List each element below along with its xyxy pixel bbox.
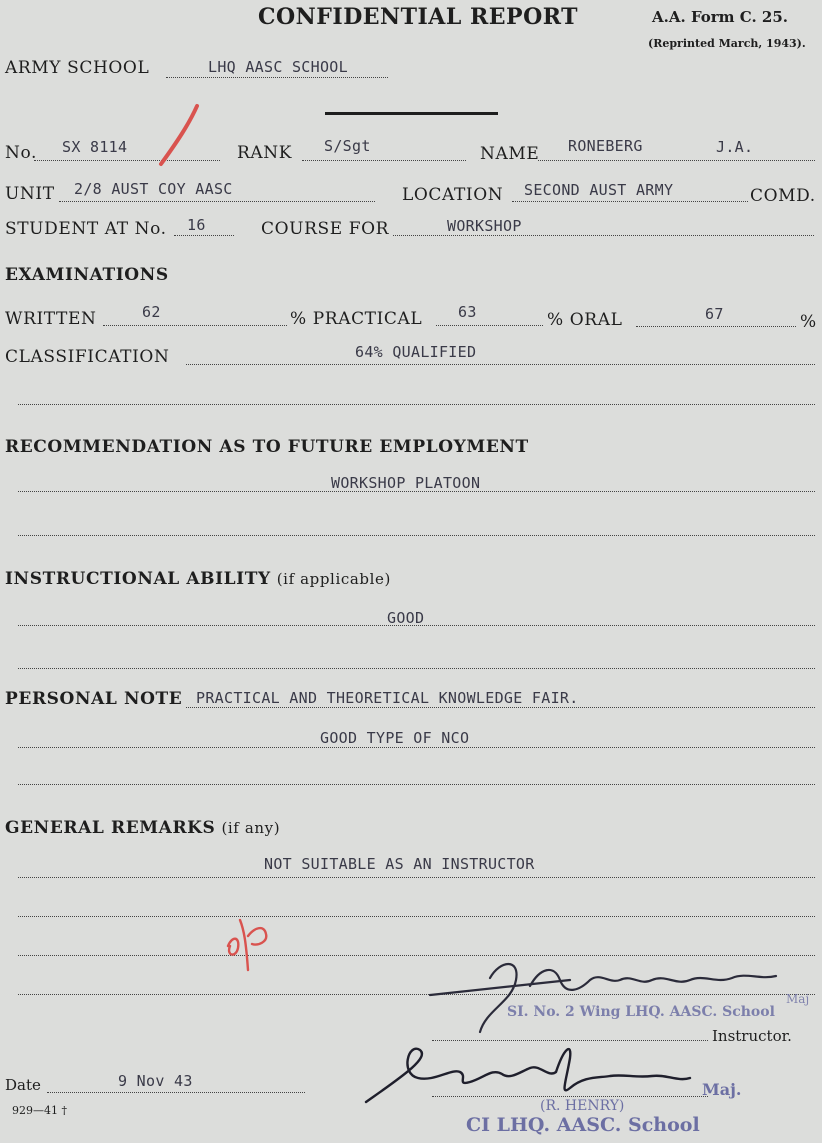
oral-line — [636, 326, 796, 327]
course-label: COURSE FOR — [261, 219, 390, 239]
student-line — [174, 235, 234, 236]
student-label: STUDENT AT No. — [5, 219, 167, 239]
classification-label: CLASSIFICATION — [5, 347, 170, 367]
classification-line-2 — [18, 404, 815, 405]
instructional-line-2 — [18, 668, 815, 669]
rank-label: RANK — [237, 143, 293, 163]
commandant-name: (R. HENRY) — [540, 1098, 625, 1114]
commandant-signature — [360, 1038, 700, 1110]
rank-line — [302, 160, 466, 161]
location-suffix: COMD. — [750, 186, 816, 206]
separator-bar — [325, 112, 498, 115]
instructional-heading-bold: INSTRUCTIONAL ABILITY — [5, 569, 271, 589]
date-line — [47, 1092, 305, 1093]
student-value: 16 — [187, 216, 206, 234]
print-code: 929—41 † — [12, 1104, 67, 1117]
general-remarks-heading-bold: GENERAL REMARKS — [5, 818, 216, 838]
army-school-label: ARMY SCHOOL — [5, 58, 150, 78]
course-value: WORKSHOP — [447, 217, 522, 235]
unit-label: UNIT — [5, 184, 55, 204]
commandant-rank: Maj. — [702, 1080, 742, 1099]
instructional-heading — [5, 569, 391, 589]
instructor-rank: Maj — [786, 992, 810, 1006]
instructor-label: Instructor. — [712, 1027, 792, 1045]
general-remarks-heading — [5, 818, 280, 838]
practical-value: 63 — [458, 303, 477, 321]
form-number: A.A. Form C. 25. — [652, 8, 788, 26]
instructional-heading-note: (if applicable) — [276, 570, 391, 588]
unit-line — [59, 201, 375, 202]
instructional-value: GOOD — [387, 609, 425, 627]
service-number-label: No. — [5, 143, 38, 163]
practical-label: % PRACTICAL — [290, 309, 423, 329]
name-line — [538, 160, 815, 161]
location-value: SECOND AUST ARMY — [524, 181, 674, 199]
name-label: NAME — [480, 144, 540, 164]
date-value: 9 Nov 43 — [118, 1072, 193, 1090]
recommendation-line-2 — [18, 535, 815, 536]
general-remarks-line-2 — [18, 916, 815, 917]
general-remarks-value: NOT SUITABLE AS AN INSTRUCTOR — [264, 855, 535, 873]
oral-value: 67 — [705, 305, 724, 323]
initials-value: J.A. — [716, 138, 754, 156]
general-remarks-heading-note: (if any) — [221, 819, 281, 837]
written-value: 62 — [142, 303, 161, 321]
general-remarks-line-1 — [18, 877, 815, 878]
red-pencil-initials-icon — [218, 906, 274, 976]
personal-note-value-2: GOOD TYPE OF NCO — [320, 729, 470, 747]
commandant-stamp: CI LHQ. AASC. School — [466, 1114, 700, 1136]
oral-percent: % — [800, 312, 817, 332]
army-school-line — [166, 77, 388, 78]
personal-note-label: PERSONAL NOTE — [5, 689, 183, 709]
classification-line — [186, 364, 815, 365]
practical-line — [436, 325, 543, 326]
surname-value: RONEBERG — [568, 137, 643, 155]
recommendation-value: WORKSHOP PLATOON — [331, 474, 481, 492]
location-label: LOCATION — [402, 185, 504, 205]
written-line — [103, 325, 287, 326]
unit-value: 2/8 AUST COY AASC — [74, 180, 233, 198]
reprint-note: (Reprinted March, 1943). — [648, 37, 806, 50]
personal-note-line-3 — [18, 784, 815, 785]
army-school-value: LHQ AASC SCHOOL — [208, 58, 348, 76]
course-line — [393, 235, 814, 236]
personal-note-line-2 — [18, 747, 815, 748]
personal-note-line-1 — [186, 707, 815, 708]
commandant-line — [432, 1096, 708, 1097]
classification-value: 64% QUALIFIED — [355, 343, 477, 361]
oral-label: % ORAL — [547, 310, 623, 330]
personal-note-value-1: PRACTICAL AND THEORETICAL KNOWLEDGE FAIR. — [196, 689, 579, 707]
instructor-stamp: SI. No. 2 Wing LHQ. AASC. School — [507, 1004, 775, 1020]
location-line — [512, 201, 748, 202]
recommendation-heading: RECOMMENDATION AS TO FUTURE EMPLOYMENT — [5, 437, 529, 457]
written-label: WRITTEN — [5, 309, 97, 329]
date-label: Date — [5, 1076, 41, 1094]
rank-value: S/Sgt — [324, 137, 371, 155]
service-number-value: SX 8114 — [62, 138, 128, 156]
red-pencil-tick-icon — [155, 102, 205, 168]
examinations-heading: EXAMINATIONS — [5, 265, 169, 285]
report-title: CONFIDENTIAL REPORT — [258, 4, 579, 30]
